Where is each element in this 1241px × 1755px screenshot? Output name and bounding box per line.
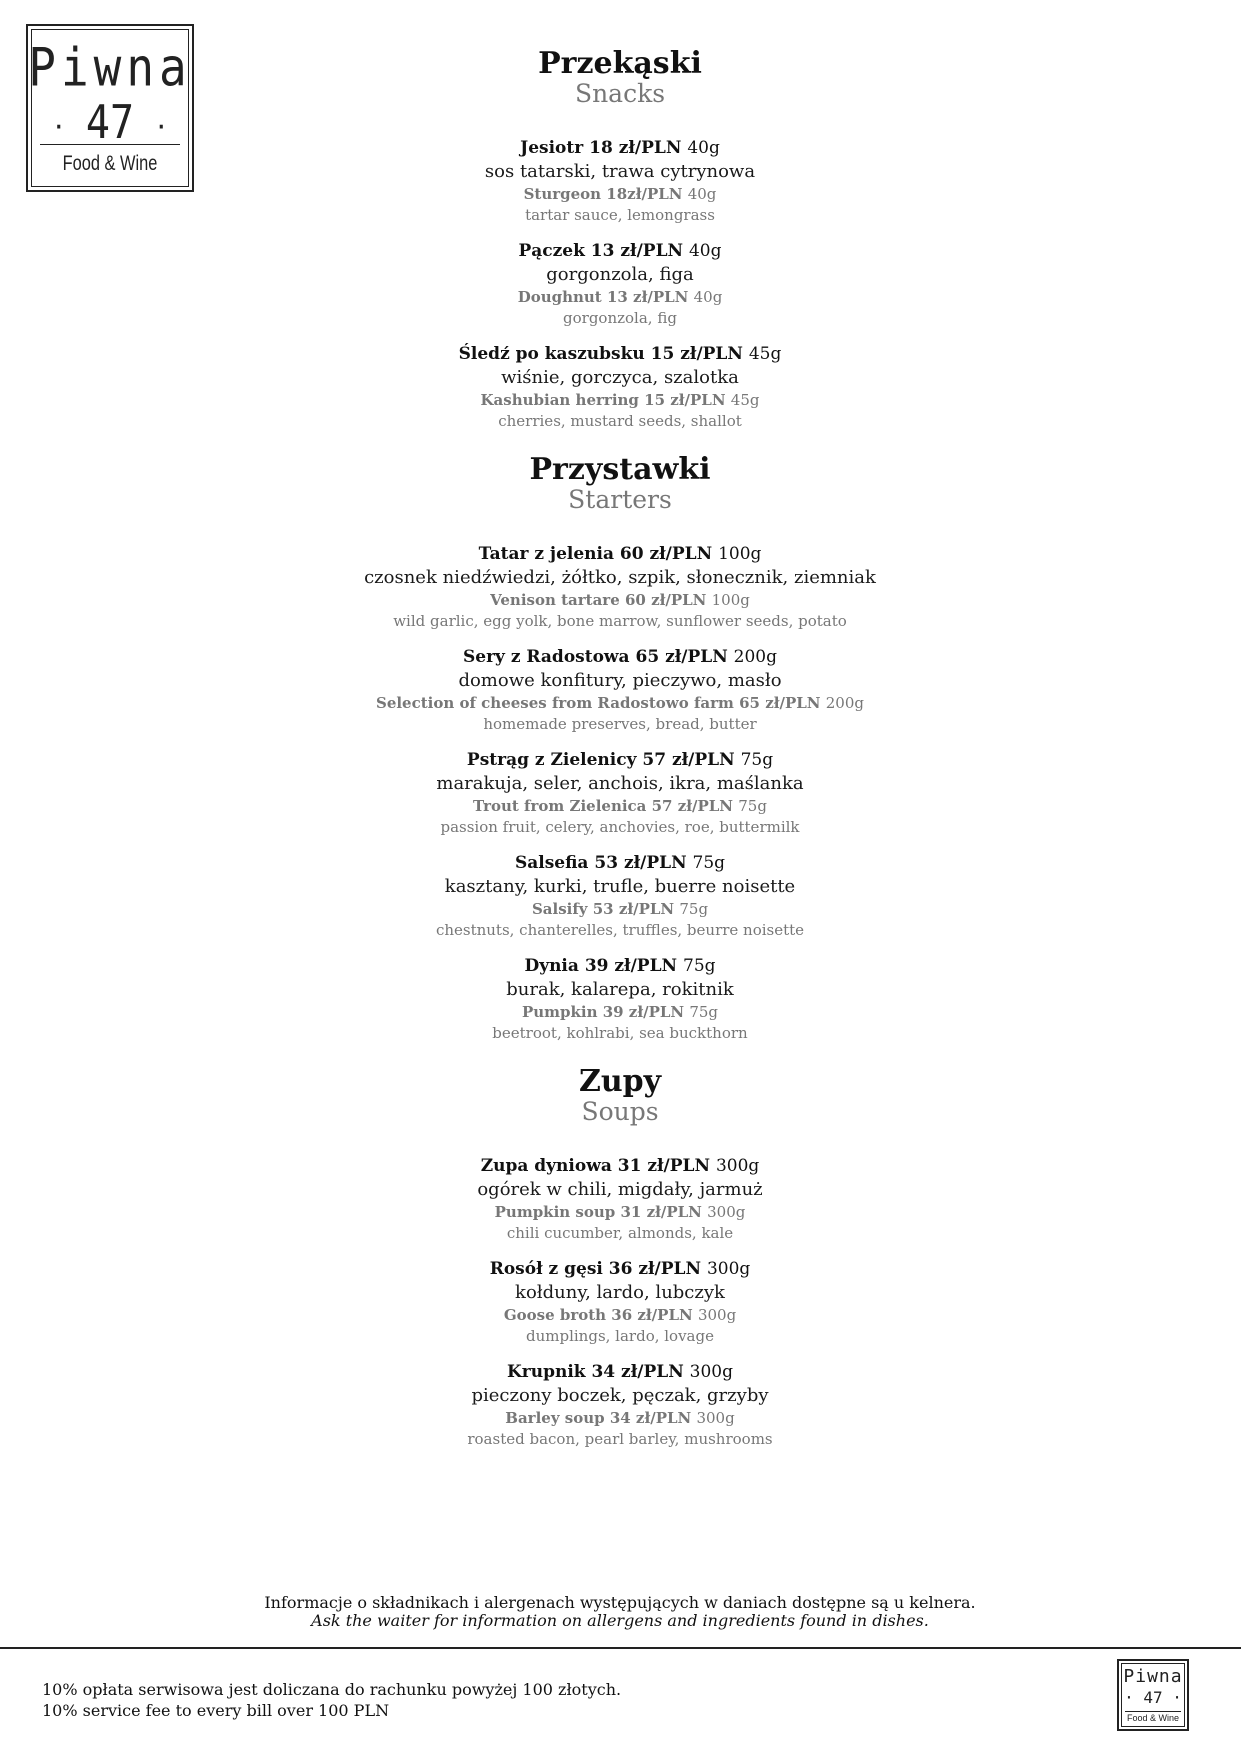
- item-description-pl: pieczony boczek, pęczak, grzyby: [471, 1385, 769, 1406]
- item-description-pl: gorgonzola, figa: [546, 264, 694, 285]
- logo-number: · 47 ·: [1124, 1688, 1182, 1707]
- item-description-en: gorgonzola, fig: [563, 309, 677, 327]
- item-name-en: Goose broth 36 zł/PLN 300g: [503, 1306, 737, 1324]
- section-title: Przystawki: [529, 452, 711, 487]
- menu-content: [300, 48, 940, 1472]
- logo-dot: ·: [54, 110, 64, 145]
- item-description-en: tartar sauce, lemongrass: [525, 206, 715, 224]
- item-description-pl: marakuja, seler, anchois, ikra, maślanka: [436, 773, 804, 794]
- item-weight: 300g: [689, 1362, 733, 1382]
- item-name-en: Doughnut 13 zł/PLN 40g: [517, 288, 723, 306]
- item-name-pl: Sery z Radostowa 65 zł/PLN 200g: [462, 647, 778, 667]
- service-fee-en: 10% service fee to every bill over 100 PLN: [42, 1701, 390, 1720]
- menu-item: [300, 748, 940, 838]
- item-name-pl: Tatar z jelenia 60 zł/PLN 100g: [478, 544, 762, 564]
- item-weight: 300g: [697, 1306, 737, 1324]
- item-weight: 40g: [688, 241, 722, 261]
- item-name-pl: Pstrąg z Zielenicy 57 zł/PLN 75g: [466, 750, 774, 770]
- item-weight: 75g: [740, 750, 774, 770]
- item-description-en: chestnuts, chanterelles, truffles, beurre noisette: [435, 921, 805, 939]
- section-subtitle: Snacks: [574, 79, 666, 108]
- logo-tagline: Food & Wine: [62, 152, 158, 175]
- menu-item: [300, 1154, 940, 1244]
- item-description-en: dumplings, lardo, lovage: [526, 1327, 714, 1345]
- item-description-pl: burak, kalarepa, rokitnik: [506, 979, 734, 1000]
- service-fee-pl: 10% opłata serwisowa jest doliczana do rachunku powyżej 100 złotych.: [42, 1680, 622, 1699]
- item-weight: 40g: [687, 138, 720, 158]
- item-name-en: Selection of cheeses from Radostowo farm 65 zł/PLN 200g: [375, 694, 864, 712]
- item-weight: 40g: [687, 185, 717, 203]
- logo-dot: ·: [156, 110, 166, 145]
- logo-rule: [1125, 1711, 1181, 1712]
- menu-item: [300, 954, 940, 1044]
- item-weight: 200g: [733, 647, 778, 667]
- section-subtitle: Soups: [581, 1097, 659, 1126]
- restaurant-logo: [26, 24, 194, 192]
- menu-section: [300, 48, 940, 432]
- item-description-pl: ogórek w chili, migdały, jarmuż: [477, 1179, 763, 1200]
- item-name-pl: Dynia 39 zł/PLN 75g: [524, 956, 716, 976]
- menu-item: [300, 542, 940, 632]
- item-description-pl: sos tatarski, trawa cytrynowa: [484, 161, 756, 182]
- item-name-pl: Salsefia 53 zł/PLN 75g: [514, 853, 726, 873]
- item-weight: 75g: [683, 956, 716, 976]
- item-description-en: cherries, mustard seeds, shallot: [498, 412, 742, 430]
- item-name-en: Barley soup 34 zł/PLN 300g: [505, 1409, 735, 1427]
- item-name-en: Salsify 53 zł/PLN 75g: [531, 900, 709, 918]
- item-weight: 75g: [689, 1003, 719, 1021]
- item-description-en: roasted bacon, pearl barley, mushrooms: [467, 1430, 773, 1448]
- item-name-pl: Krupnik 34 zł/PLN 300g: [506, 1362, 733, 1382]
- menu-item: [300, 239, 940, 329]
- item-weight: 100g: [718, 544, 762, 564]
- menu-item: [300, 1360, 940, 1450]
- footer-logo: [1117, 1659, 1189, 1731]
- allergen-note-en: Ask the waiter for information on allergens and ingredients found in dishes.: [311, 1611, 929, 1630]
- service-fee-note: [42, 1679, 621, 1721]
- item-name-pl: Zupa dyniowa 31 zł/PLN 300g: [480, 1156, 760, 1176]
- item-weight: 75g: [692, 853, 726, 873]
- item-name-en: Kashubian herring 15 zł/PLN 45g: [480, 391, 760, 409]
- item-weight: 75g: [679, 900, 709, 918]
- item-name-en: Pumpkin 39 zł/PLN 75g: [521, 1003, 719, 1021]
- item-description-en: homemade preserves, bread, butter: [483, 715, 757, 733]
- item-name-en: Pumpkin soup 31 zł/PLN 300g: [494, 1203, 746, 1221]
- item-description-en: chili cucumber, almonds, kale: [506, 1224, 734, 1242]
- item-description-pl: domowe konfitury, pieczywo, masło: [458, 670, 782, 691]
- menu-item: [300, 136, 940, 226]
- item-description-en: beetroot, kohlrabi, sea buckthorn: [492, 1024, 748, 1042]
- item-description-pl: czosnek niedźwiedzi, żółtko, szpik, słonecznik, ziemniak: [364, 567, 876, 588]
- section-title: Zupy: [578, 1064, 662, 1099]
- logo-number: 47: [85, 96, 135, 150]
- logo-name: Piwna: [1123, 1666, 1183, 1687]
- menu-item: [300, 645, 940, 735]
- item-description-pl: kołduny, lardo, lubczyk: [515, 1282, 725, 1303]
- section-subtitle: Starters: [568, 485, 672, 514]
- item-weight: 40g: [693, 288, 723, 306]
- item-description-pl: wiśnie, gorczyca, szalotka: [501, 367, 739, 388]
- item-name-en: Trout from Zielenica 57 zł/PLN 75g: [473, 797, 767, 815]
- item-name-en: Venison tartare 60 zł/PLN 100g: [490, 591, 750, 609]
- item-weight: 300g: [715, 1156, 760, 1176]
- item-weight: 300g: [707, 1203, 746, 1221]
- menu-item: [300, 342, 940, 432]
- menu-item: [300, 1257, 940, 1347]
- allergen-note-pl: Informacje o składnikach i alergenach występujących w daniach dostępne są u kelnera.: [264, 1593, 976, 1612]
- item-weight: 75g: [738, 797, 767, 815]
- item-weight: 45g: [730, 391, 760, 409]
- item-name-pl: Śledź po kaszubsku 15 zł/PLN 45g: [458, 344, 782, 364]
- menu-section: [300, 454, 940, 1044]
- item-name-en: Sturgeon 18zł/PLN 40g: [523, 185, 717, 203]
- logo-name: Piwna: [28, 35, 192, 99]
- item-name-pl: Rosół z gęsi 36 zł/PLN 300g: [489, 1259, 751, 1279]
- item-description-en: wild garlic, egg yolk, bone marrow, sunflower seeds, potato: [393, 612, 847, 630]
- item-description-en: passion fruit, celery, anchovies, roe, buttermilk: [440, 818, 800, 836]
- item-description-pl: kasztany, kurki, trufle, buerre noisette: [444, 876, 796, 897]
- logo-rule: [40, 144, 180, 145]
- section-title: Przekąski: [538, 46, 702, 81]
- item-name-pl: Jesiotr 18 zł/PLN 40g: [520, 138, 720, 158]
- item-weight: 45g: [748, 344, 782, 364]
- item-weight: 100g: [711, 591, 750, 609]
- footer-divider: [0, 1647, 1241, 1649]
- logo-tagline: Food & Wine: [1126, 1713, 1180, 1723]
- allergen-note: [220, 1594, 1020, 1630]
- item-weight: 200g: [825, 694, 864, 712]
- item-weight: 300g: [706, 1259, 751, 1279]
- item-weight: 300g: [696, 1409, 735, 1427]
- item-name-pl: Pączek 13 zł/PLN 40g: [518, 241, 722, 261]
- menu-section: [300, 1066, 940, 1450]
- menu-item: [300, 851, 940, 941]
